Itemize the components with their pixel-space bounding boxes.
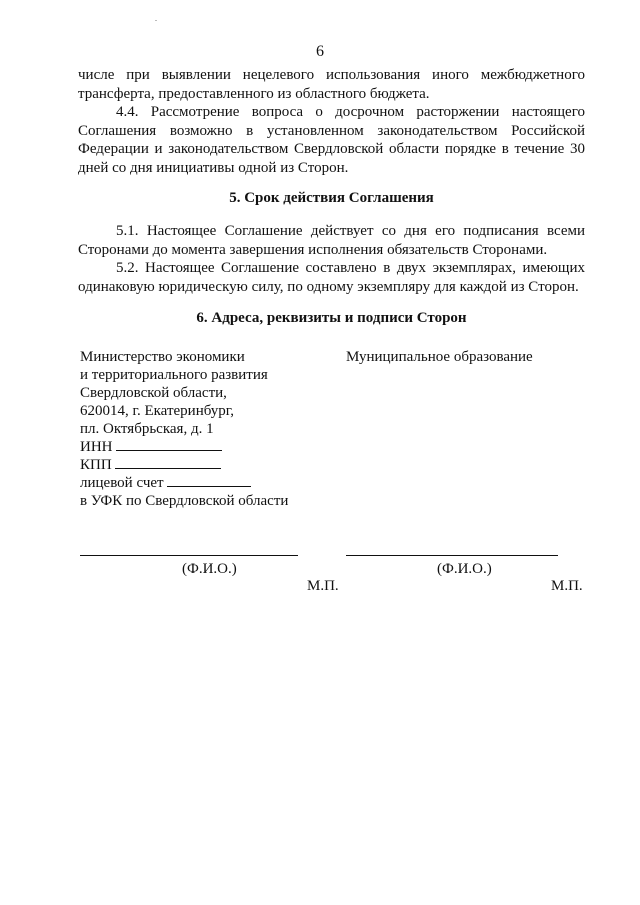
section-5-title: 5. Срок действия Соглашения bbox=[229, 190, 434, 206]
left-fio-label: (Ф.И.О.) bbox=[182, 561, 237, 577]
section-6-title: 6. Адреса, реквизиты и подписи Сторон bbox=[196, 310, 467, 326]
account-blank bbox=[167, 474, 251, 487]
paragraph-4-4: 4.4. Рассмотрение вопроса о досрочном расторжении настоящего Соглашения возможно в установленном законодательством Российской Федерации и законодательством Свердловской области порядке в течение 30 дней со дня инициативы одной из Сторон. bbox=[78, 104, 585, 176]
inn-label: ИНН bbox=[80, 439, 113, 455]
ufk-line: в УФК по Свердловской области bbox=[80, 493, 289, 509]
right-party-line-1: Муниципальное образование bbox=[346, 349, 533, 365]
right-stamp-label: М.П. bbox=[551, 578, 583, 594]
left-party-line-3: Свердловской области, bbox=[80, 385, 227, 401]
paragraph-5-2: 5.2. Настоящее Соглашение составлено в двух экземплярах, имеющих одинаковую юридическую силу, по одному экземпляру для каждой из Сторон. bbox=[78, 260, 585, 295]
kpp-row bbox=[80, 456, 288, 474]
inn-blank bbox=[116, 438, 222, 451]
inn-row bbox=[80, 438, 288, 456]
left-party-details bbox=[80, 348, 288, 510]
page-number: 6 bbox=[316, 43, 324, 60]
scan-mark bbox=[155, 20, 157, 21]
section-6 bbox=[78, 309, 585, 327]
kpp-label: КПП bbox=[80, 457, 112, 473]
left-party-line-2: и территориального развития bbox=[80, 367, 268, 383]
left-party-line-1: Министерство экономики bbox=[80, 349, 245, 365]
left-party-line-4: 620014, г. Екатеринбург, bbox=[80, 403, 234, 419]
paragraph-5-1: 5.1. Настоящее Соглашение действует со дня его подписания всеми Сторонами до момента завершения исполнения обязательств Сторонами. bbox=[78, 223, 585, 258]
left-signature-line bbox=[80, 555, 298, 556]
section-5 bbox=[78, 189, 585, 207]
left-party-line-5: пл. Октябрьская, д. 1 bbox=[80, 421, 214, 437]
section-5-body bbox=[78, 222, 585, 296]
left-stamp-label: М.П. bbox=[307, 578, 339, 594]
kpp-blank bbox=[115, 456, 221, 469]
account-row bbox=[80, 474, 288, 492]
right-signature-line bbox=[346, 555, 558, 556]
right-fio-label: (Ф.И.О.) bbox=[437, 561, 492, 577]
main-text bbox=[78, 66, 585, 177]
account-label: лицевой счет bbox=[80, 475, 164, 491]
right-party-details bbox=[346, 348, 533, 366]
paragraph-continuation: числе при выявлении нецелевого использования иного межбюджетного трансферта, предоставленного из областного бюджета. bbox=[78, 67, 585, 102]
